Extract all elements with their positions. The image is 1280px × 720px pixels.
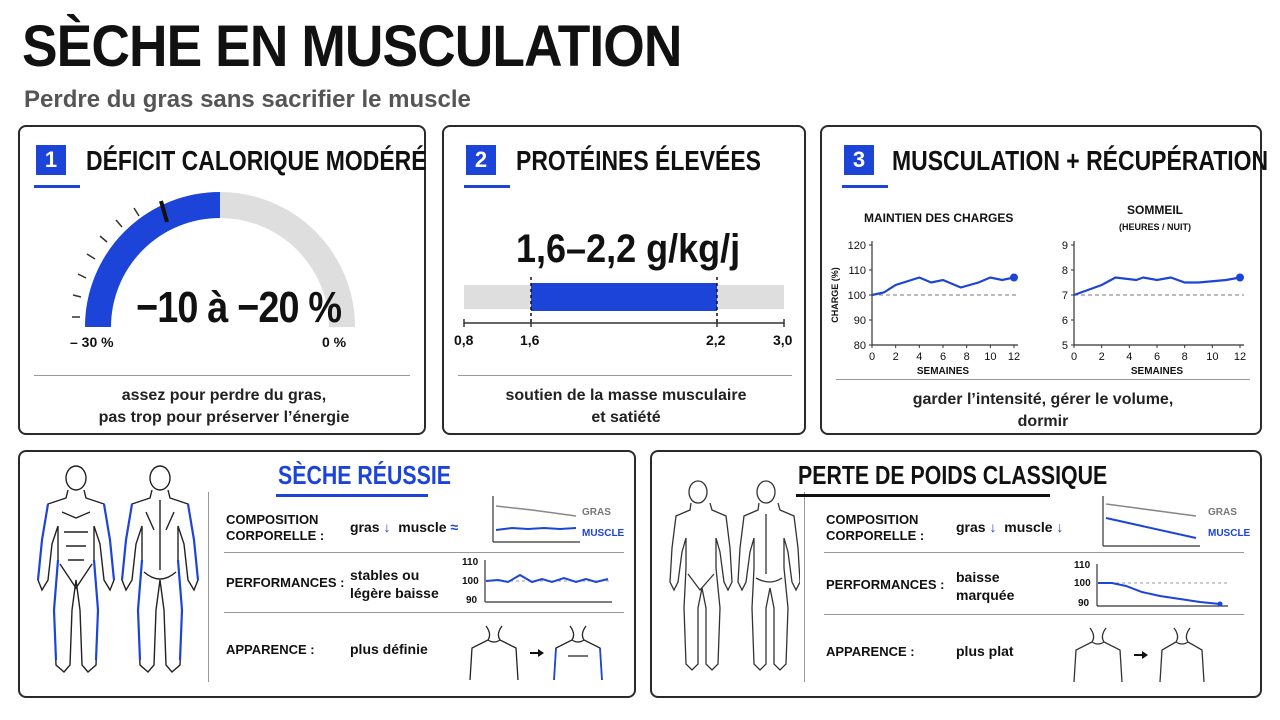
row-label-performance: PERFORMANCES :	[226, 575, 345, 590]
panel-title: MUSCULATION + RÉCUPÉRATION	[892, 145, 1269, 176]
row-label-line: CORPORELLE :	[826, 528, 925, 543]
row-divider	[224, 552, 624, 553]
perf-tick-label: 110	[462, 557, 479, 568]
x-tick-label: 10	[984, 351, 997, 363]
x-tick-label: 2	[892, 351, 899, 363]
y-tick-label: 5	[1061, 340, 1068, 352]
panel-successful-cut	[18, 450, 636, 698]
caption-line-1: garder l’intensité, gérer le volume,	[912, 391, 1174, 408]
calorie-gauge	[20, 167, 428, 397]
vertical-divider	[804, 492, 805, 682]
caption-line-2: pas trop pour préserver l’énergie	[98, 409, 350, 426]
row-label-line: COMPOSITION	[826, 512, 919, 527]
panel-calorie-deficit	[18, 125, 426, 435]
gauge-min-label: – 30 %	[70, 334, 114, 350]
appearance-before-after	[1072, 622, 1222, 682]
panel-divider	[458, 375, 792, 376]
x-tick-label: 4	[1126, 351, 1133, 363]
panel-training-recovery	[820, 125, 1269, 435]
scale-tick-label: 3,0	[773, 332, 793, 348]
x-tick-label: 8	[963, 351, 970, 363]
x-tick-label: 0	[868, 351, 876, 363]
appearance-before-after	[468, 620, 618, 680]
row-label-composition	[226, 512, 324, 544]
fat-trend-arrow: ↓	[383, 519, 391, 535]
row-label-line: CORPORELLE :	[226, 528, 325, 543]
panel-number-badge: 2	[466, 145, 496, 175]
row-divider	[824, 614, 1244, 615]
protein-range-value: 1,6–2,2 g/kg/j	[516, 227, 741, 271]
panel-divider	[34, 375, 410, 376]
gauge-value-label: −10 à −20 %	[136, 283, 342, 332]
value-line: stables ou	[350, 567, 420, 583]
y-tick-label: 100	[847, 290, 866, 302]
legend-fat: GRAS	[582, 507, 611, 518]
perf-tick-label: 100	[462, 576, 479, 587]
y-axis-label: CHARGE (%)	[830, 267, 840, 323]
series-end-point	[1010, 274, 1018, 282]
x-tick-label: 2	[1098, 351, 1105, 363]
row-label-appearance: APPARENCE :	[226, 642, 315, 657]
protein-range-scale	[444, 275, 808, 365]
row-label-performance: PERFORMANCES :	[826, 577, 945, 592]
muscular-body-figures	[28, 460, 208, 690]
row-label-line: COMPOSITION	[226, 512, 319, 527]
page-subtitle: Perdre du gras sans sacrifier le muscle	[24, 86, 471, 113]
scale-range-fill	[531, 283, 717, 311]
scale-tick-label: 0,8	[454, 332, 474, 348]
x-tick-label: 8	[1181, 351, 1188, 363]
gauge-max-label: 0 %	[322, 334, 347, 350]
value-line: légère baisse	[350, 585, 439, 601]
panel-caption	[20, 385, 428, 429]
legend-fat: GRAS	[1208, 507, 1237, 518]
chart1-title: MAINTIEN DES CHARGES	[864, 211, 1014, 225]
comparison-title-underline	[796, 494, 1050, 497]
row-divider	[824, 552, 1244, 553]
perf-tick-label: 100	[1074, 578, 1091, 589]
row-divider	[224, 612, 624, 613]
vertical-divider	[208, 492, 209, 682]
caption-line-1: assez pour perdre du gras,	[121, 387, 327, 404]
row-value-performance	[956, 568, 1014, 604]
y-tick-label: 90	[853, 315, 866, 327]
panel-classic-weight-loss	[650, 450, 1262, 698]
row-value-composition	[350, 518, 458, 536]
row-value-composition	[956, 518, 1063, 536]
chart2-subtitle: (HEURES / NUIT)	[1119, 222, 1191, 232]
muscle-trend-arrow: ↓	[1056, 519, 1064, 535]
y-tick-label: 110	[848, 265, 866, 277]
y-tick-label: 7	[1061, 290, 1068, 302]
y-tick-label: 6	[1061, 315, 1068, 327]
panel-title: DÉFICIT CALORIQUE MODÉRÉ	[86, 145, 427, 176]
legend-muscle: MUSCLE	[1208, 528, 1251, 539]
x-tick-label: 4	[916, 351, 923, 363]
row-value-appearance: plus définie	[350, 641, 428, 657]
plain-body-figures	[660, 478, 800, 698]
perf-tick-label: 90	[1078, 598, 1090, 609]
chart-sleep	[1054, 235, 1254, 385]
legend-muscle: MUSCLE	[582, 528, 625, 539]
fat-label: gras	[350, 519, 380, 535]
row-value-performance	[350, 566, 439, 602]
caption-line-2: et satiété	[591, 409, 661, 426]
y-tick-label: 120	[847, 240, 866, 252]
page-title: SÈCHE EN MUSCULATION	[22, 14, 682, 79]
row-value-appearance: plus plat	[956, 643, 1014, 659]
muscle-trend-symbol: ≈	[450, 519, 459, 535]
x-tick-label: 12	[1233, 351, 1247, 363]
x-axis-label: SEMAINES	[1130, 366, 1184, 377]
series-line	[872, 278, 1014, 296]
value-line: baisse	[956, 569, 1000, 585]
panel-caption	[822, 389, 1264, 433]
x-tick-label: 6	[1153, 351, 1161, 363]
scale-tick-label: 1,6	[520, 332, 540, 348]
panel-number-badge: 1	[36, 145, 66, 175]
x-tick-label: 12	[1007, 351, 1021, 363]
x-axis-label: SEMAINES	[916, 366, 970, 377]
y-tick-label: 80	[853, 340, 866, 352]
caption-line-1: soutien de la masse musculaire	[505, 387, 747, 404]
comparison-title: SÈCHE RÉUSSIE	[278, 460, 451, 490]
x-tick-label: 10	[1206, 351, 1219, 363]
muscle-label: muscle	[398, 519, 447, 535]
perf-tick-label: 90	[466, 595, 478, 606]
row-label-appearance: APPARENCE :	[826, 644, 915, 659]
x-tick-label: 6	[939, 351, 947, 363]
scale-tick-label: 2,2	[706, 332, 726, 348]
panel-number-badge: 3	[844, 145, 874, 175]
panel-title-underline	[464, 185, 510, 188]
y-tick-label: 8	[1061, 265, 1068, 277]
x-tick-label: 0	[1070, 351, 1078, 363]
composition-mini-chart	[1102, 494, 1202, 548]
panel-divider	[836, 379, 1250, 380]
panel-title-underline	[842, 185, 888, 188]
chart2-title: SOMMEIL	[1127, 203, 1183, 217]
chart-load-maintenance	[824, 235, 1034, 385]
caption-line-2: dormir	[1017, 413, 1069, 430]
panel-protein	[442, 125, 806, 435]
y-tick-label: 9	[1061, 240, 1068, 252]
performance-mini-chart	[484, 558, 614, 604]
series-end-point	[1236, 274, 1244, 282]
value-line: marquée	[956, 587, 1015, 603]
fat-trend-arrow: ↓	[989, 519, 997, 535]
muscle-label: muscle	[1004, 519, 1053, 535]
series-line	[1074, 278, 1240, 296]
comparison-title: PERTE DE POIDS CLASSIQUE	[798, 460, 1108, 490]
row-label-composition	[826, 512, 924, 544]
fat-label: gras	[956, 519, 986, 535]
composition-mini-chart	[492, 494, 582, 544]
performance-mini-chart	[1096, 562, 1230, 608]
panel-caption	[444, 385, 808, 429]
perf-tick-label: 110	[1074, 560, 1091, 571]
panel-title: PROTÉINES ÉLEVÉES	[516, 145, 761, 176]
comparison-title-underline	[276, 494, 428, 497]
